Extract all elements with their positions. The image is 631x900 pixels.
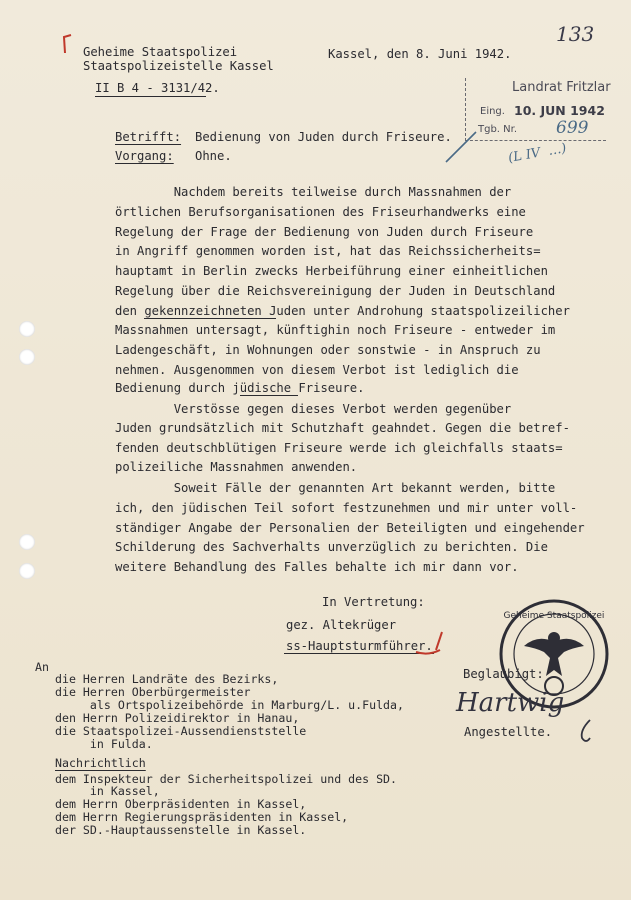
- cc-recipient: dem Herrn Regierungspräsidenten in Kassel,: [55, 810, 349, 824]
- recipient: den Herrn Polizeidirektor in Hanau,: [55, 711, 300, 725]
- recipient: die Herren Landräte des Bezirks,: [55, 672, 279, 686]
- body-line: Soweit Fälle der genannten Art bekannt werden, bitte: [115, 481, 556, 495]
- stamp-eing-label: Eing.: [480, 106, 505, 117]
- recipient: als Ortspolizeibehörde in Marburg/L. u.Fulda,: [55, 698, 405, 712]
- body-line: ständiger Angabe der Personalien der Beteiligten und eingehender: [115, 521, 585, 535]
- stamp-office: Landrat Fritzlar: [512, 80, 611, 95]
- underline-gekennzeichneten: [144, 318, 276, 319]
- signature-rank: ss-Hauptsturmführer.: [286, 639, 433, 653]
- punch-hole: [19, 321, 35, 337]
- body-line: örtlichen Berufsorganisationen des Friseurhandwerks eine: [115, 205, 526, 219]
- ink-mark: [572, 718, 596, 746]
- body-line: Ladengeschäft, in Wohnungen oder sonstwie - in Anspruch zu: [115, 343, 541, 357]
- body-line: den gekennzeichneten Juden unter Androhung staatspolizeilicher: [115, 304, 570, 318]
- seal-text: Geheime Staatspolizei: [503, 611, 605, 621]
- recipient: die Staatspolizei-Aussendienststelle: [55, 724, 307, 738]
- signature-in-vertretung: In Vertretung:: [322, 595, 425, 609]
- body-line: hauptamt in Berlin zwecks Herbeiführung einer einheitlichen: [115, 264, 548, 278]
- subject-label: Betrifft:: [115, 130, 182, 144]
- handwritten-note: (L IV …): [507, 141, 568, 166]
- punch-hole: [19, 349, 35, 365]
- stamp-tgb-label: Tgb. Nr.: [478, 124, 518, 135]
- reference-underline: [95, 96, 206, 97]
- body-line: nehmen. Ausgenommen von diesem Verbot ist lediglich die: [115, 363, 519, 377]
- distribution-cc-label: Nachrichtlich: [55, 756, 146, 770]
- reference-number: II B 4 - 3131/42.: [95, 81, 220, 95]
- signature-name: gez. Altekrüger: [286, 618, 397, 632]
- red-pencil-tick: [412, 628, 448, 658]
- body-line: weitere Behandlung des Falles behalte ich mir dann vor.: [115, 560, 519, 574]
- agency-office: Staatspolizeistelle Kassel: [83, 59, 274, 73]
- place-date: Kassel, den 8. Juni 1942.: [328, 47, 512, 61]
- body-line: ich, den jüdischen Teil sofort festzunehmen und mir unter voll-: [115, 501, 578, 515]
- vorgang-label: Vorgang:: [115, 149, 174, 163]
- body-line: Nachdem bereits teilweise durch Massnahmen der: [115, 185, 512, 199]
- red-pencil-mark: [60, 33, 74, 57]
- punch-hole: [19, 534, 35, 550]
- cc-recipient: in Kassel,: [55, 784, 160, 798]
- handwritten-signature: Hartwig: [456, 688, 565, 718]
- body-line: Bedienung durch jüdische Friseure.: [115, 381, 365, 395]
- punch-hole: [19, 563, 35, 579]
- recipient: die Herren Oberbürgermeister: [55, 685, 251, 699]
- cc-recipient: der SD.-Hauptaussenstelle in Kassel.: [55, 823, 307, 837]
- cc-recipient: dem Herrn Oberpräsidenten in Kassel,: [55, 797, 307, 811]
- body-line: Juden grundsätzlich mit Schutzhaft geahndet. Gegen die betref-: [115, 421, 570, 435]
- body-line: in Angriff genommen worden ist, hat das Reichssicherheits=: [115, 244, 541, 258]
- body-line: polizeiliche Massnahmen anwenden.: [115, 460, 358, 474]
- body-line: Massnahmen untersagt, künftighin noch Friseure - entweder im: [115, 323, 556, 337]
- stamp-tgb-number: 699: [556, 118, 589, 138]
- recipient: in Fulda.: [55, 737, 153, 751]
- body-line: Verstösse gegen dieses Verbot werden gegenüber: [115, 402, 512, 416]
- subject-text: Bedienung von Juden durch Friseure.: [195, 130, 452, 144]
- body-line: Schilderung des Sachverhalts unverzüglich zu berichten. Die: [115, 540, 548, 554]
- angestellte-label: Angestellte.: [464, 725, 553, 739]
- page-number-handwritten: 133: [556, 22, 595, 46]
- distribution-an-label: An: [35, 660, 49, 674]
- body-line: Regelung der Frage der Bedienung von Juden durch Friseure: [115, 225, 534, 239]
- stamp-date: 10. JUN 1942: [514, 103, 605, 118]
- beglaubigt-label: Beglaubigt:: [463, 667, 544, 681]
- blue-pencil-stroke: [440, 128, 480, 168]
- body-line: fenden deutschblütigen Friseure werde ich gleichfalls staats=: [115, 441, 563, 455]
- body-line: Regelung über die Reichsvereinigung der Juden in Deutschland: [115, 284, 556, 298]
- underline-juedische: [240, 395, 298, 396]
- vorgang-text: Ohne.: [195, 149, 232, 163]
- cc-recipient: dem Inspekteur der Sicherheitspolizei und des SD.: [55, 772, 398, 786]
- agency-name: Geheime Staatspolizei: [83, 45, 238, 59]
